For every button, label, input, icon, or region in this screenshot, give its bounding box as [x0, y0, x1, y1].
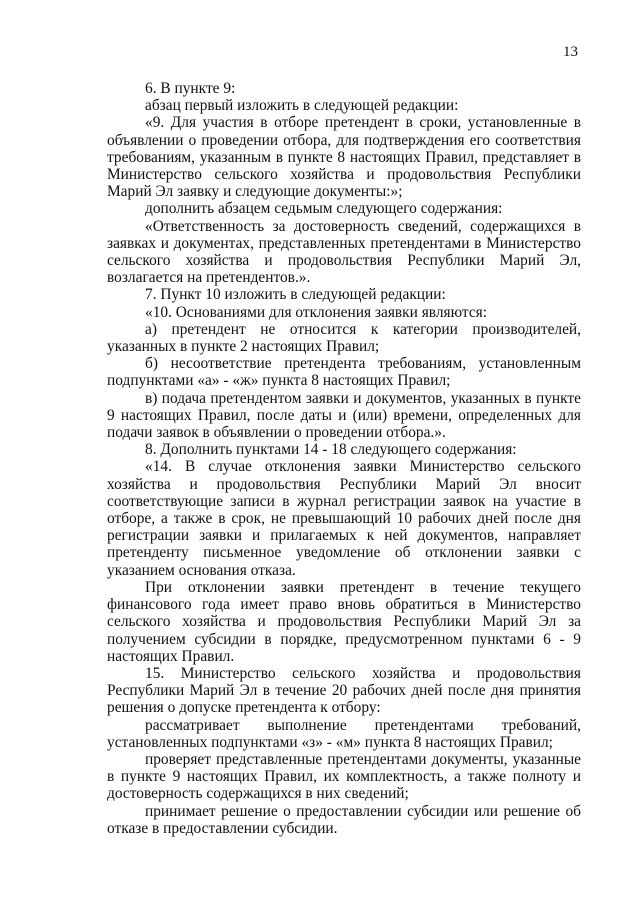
- paragraph: 15. Министерство сельского хозяйства и продовольствия Республики Марий Эл в течение 20 рабочих дней после дня принятия решения о допуске претендента к отбору:: [107, 664, 581, 717]
- paragraph: абзац первый изложить в следующей редакции:: [145, 97, 459, 115]
- paragraph: проверяет представленные претендентами документы, указанные в пункте 9 настоящих Правил, их комплектность, а также полноту и достоверность содержащихся в них сведений;: [107, 750, 581, 803]
- paragraph: 8. Дополнить пунктами 14 - 18 следующего содержания:: [145, 441, 517, 459]
- paragraph: принимает решение о предоставлении субсидии или решение об отказе в предоставлении субсидии.: [107, 802, 581, 837]
- paragraph: «9. Для участия в отборе претендент в сроки, установленные в объявлении о проведении отбора, для подтверждения его соответствия требованиям, указанным в пункте 8 настоящих Правил, представляет в Министерство сельского хозяйства и продовольствия Республики Марий Эл заявку и следующие документы:»;: [107, 114, 581, 201]
- paragraph: 6. В пункте 9:: [145, 80, 236, 97]
- paragraph: «10. Основаниями для отклонения заявки являются:: [145, 303, 488, 321]
- page-number: 13: [563, 44, 578, 60]
- paragraph: 7. Пункт 10 изложить в следующей редакции:: [145, 286, 446, 304]
- paragraph: дополнить абзацем седьмым следующего содержания:: [145, 200, 503, 218]
- paragraph: При отклонении заявки претендент в течение текущего финансового года имеет право вновь обратиться в Министерство сельского хозяйства и продовольствия Республики Марий Эл за получением субсидии в порядке, предусмотренном пунктами 6 - 9 настоящих Правил.: [107, 578, 581, 665]
- document-body: [107, 80, 581, 837]
- paragraph: в) подача претендентом заявки и документов, указанных в пункте 9 настоящих Правил, после даты и (или) времени, определенных для подачи заявок в объявлении о проведении отбора.».: [107, 389, 581, 442]
- paragraph: б) несоответствие претендента требованиям, установленным подпунктами «а» - «ж» пункта 8 настоящих Правил;: [107, 355, 581, 390]
- paragraph: «14. В случае отклонения заявки Министерство сельского хозяйства и продовольствия Республики Марий Эл вносит соответствующие записи в журнал регистрации заявок на участие в отборе, а также в срок, не превышающий 10 рабочих дней после дня регистрации заявки и прилагаемых к ней документов, направляет претенденту письменное уведомление об отклонении заявки с указанием основания отказа.: [107, 458, 581, 579]
- paragraph: рассматривает выполнение претендентами требований, установленных подпунктами «з» - «м» пункта 8 настоящих Правил;: [107, 716, 581, 751]
- paragraph: а) претендент не относится к категории производителей, указанных в пункте 2 настоящих Правил;: [107, 320, 581, 356]
- paragraph: «Ответственность за достоверность сведений, содержащихся в заявках и документах, представленных претендентами в Министерство сельского хозяйства и продовольствия Республики Марий Эл, возлагается на претендентов.».: [107, 217, 581, 287]
